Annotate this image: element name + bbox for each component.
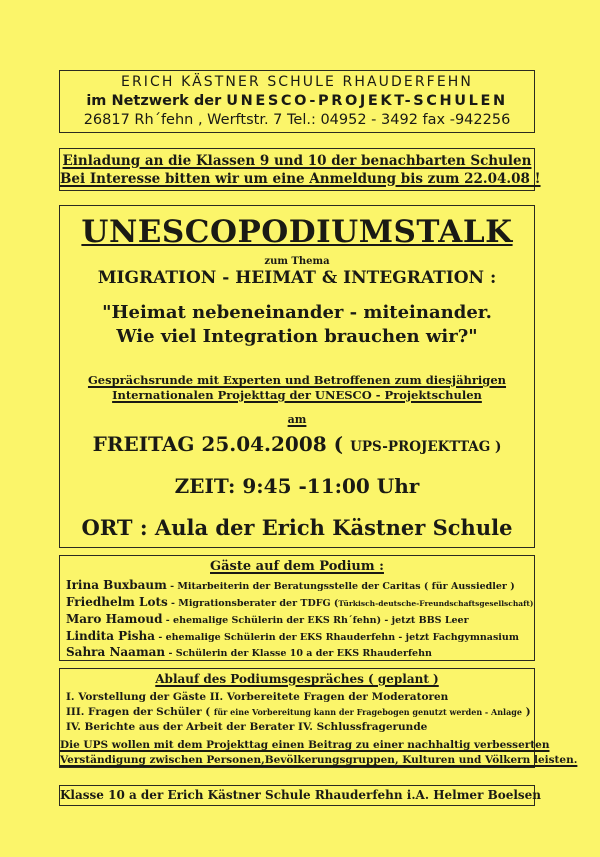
- ups-statement-2: Verständigung zwischen Personen,Bevölkerungsgruppen, Kulturen und Völkern leisten.: [60, 754, 578, 766]
- guest-role-detail: Türkisch-deutsche-Freundschaftsgesellschaft): [338, 599, 534, 608]
- guest-item: [66, 612, 469, 626]
- footer-signature: Klasse 10 a der Erich Kästner Schule Rhauderfehn i.A. Helmer Boelsen: [60, 788, 542, 802]
- school-name: ERICH KÄSTNER SCHULE RHAUDERFEHN: [121, 74, 473, 90]
- quote-line-2: Wie viel Integration brauchen wir?": [116, 326, 478, 347]
- network-line: [60, 93, 534, 109]
- school-address: 26817 Rh´fehn , Werftstr. 7 Tel.: 04952 - 3492 fax -942256: [83, 112, 511, 128]
- guest-item: [66, 629, 519, 643]
- invitation-line-2: Bei Interesse bitten wir um eine Anmeldung bis zum 22.04.08 !: [60, 171, 541, 187]
- guest-role: - ehemalige Schülerin der EKS Rhauderfehn - jetzt Fachgymnasium: [155, 632, 519, 643]
- topic-intro: zum Thema: [264, 256, 330, 267]
- event-date-note: UPS-PROJEKTTAG ): [350, 439, 502, 455]
- guest-name: Friedhelm Lots: [66, 595, 168, 609]
- round-description-1: Gesprächsrunde mit Experten und Betroffenen zum diesjährigen: [87, 373, 507, 387]
- guest-role: - Schülerin der Klasse 10 a der EKS Rhauderfehn: [165, 648, 432, 659]
- schedule-line-2: [66, 706, 531, 718]
- round-description-2: Internationalen Projekttag der UNESCO - Projektschulen: [112, 388, 482, 402]
- guest-name: Sahra Naaman: [66, 645, 166, 659]
- school-header: [59, 70, 535, 133]
- guest-name: Lindita Pisha: [66, 629, 156, 643]
- footer-box: [59, 785, 542, 806]
- guests-box: [59, 555, 535, 661]
- guest-role: - Migrationsberater der TDFG (: [167, 598, 339, 609]
- schedule-line-2-start: III. Fragen der Schüler (: [66, 706, 214, 718]
- network-prefix: im Netzwerk der: [86, 93, 227, 109]
- schedule-line-2-end: ): [521, 706, 531, 718]
- network-name: UNESCO-PROJEKT-SCHULEN: [226, 93, 508, 109]
- guest-role: - ehemalige Schülerin der EKS Rh´fehn) - jetzt BBS Leer: [162, 615, 469, 626]
- guest-name: Maro Hamoud: [66, 612, 163, 626]
- schedule-box: [59, 668, 578, 768]
- guests-heading: Gäste auf dem Podium :: [210, 559, 384, 574]
- schedule-line-2-note: für eine Vorbereitung kann der Fragebogen genutzt werden - Anlage: [213, 707, 522, 717]
- quote-line-1: "Heimat nebeneinander - miteinander.: [102, 302, 492, 323]
- event-place: ORT : Aula der Erich Kästner Schule: [81, 515, 513, 540]
- event-time: ZEIT: 9:45 -11:00 Uhr: [174, 474, 420, 498]
- event-date: [60, 432, 534, 456]
- guest-role: - Mitarbeiterin der Beratungsstelle der Caritas ( für Aussiedler ): [166, 581, 515, 592]
- event-title: UNESCOPODIUMSTALK: [81, 214, 513, 250]
- guest-item: [66, 595, 533, 609]
- topic-heading: MIGRATION - HEIMAT & INTEGRATION :: [97, 268, 497, 288]
- guest-name: Irina Buxbaum: [66, 578, 167, 592]
- invitation-line-1: Einladung an die Klassen 9 und 10 der benachbarten Schulen: [62, 153, 532, 169]
- schedule-line-1: I. Vorstellung der Gäste II. Vorbereitete Fragen der Moderatoren: [66, 691, 449, 703]
- event-date-main: FREITAG 25.04.2008 (: [92, 432, 344, 456]
- date-intro: am: [287, 413, 307, 426]
- schedule-line-3: IV. Berichte aus der Arbeit der Berater IV. Schlussfragerunde: [66, 721, 428, 733]
- guest-item: [66, 645, 432, 659]
- event-box: [59, 205, 535, 548]
- schedule-heading: Ablauf des Podiumsgespräches ( geplant ): [155, 672, 439, 686]
- guest-item: [66, 578, 515, 592]
- invitation-box: [59, 148, 541, 191]
- ups-statement-1: Die UPS wollen mit dem Projekttag einen Beitrag zu einer nachhaltig verbesserten: [60, 739, 550, 751]
